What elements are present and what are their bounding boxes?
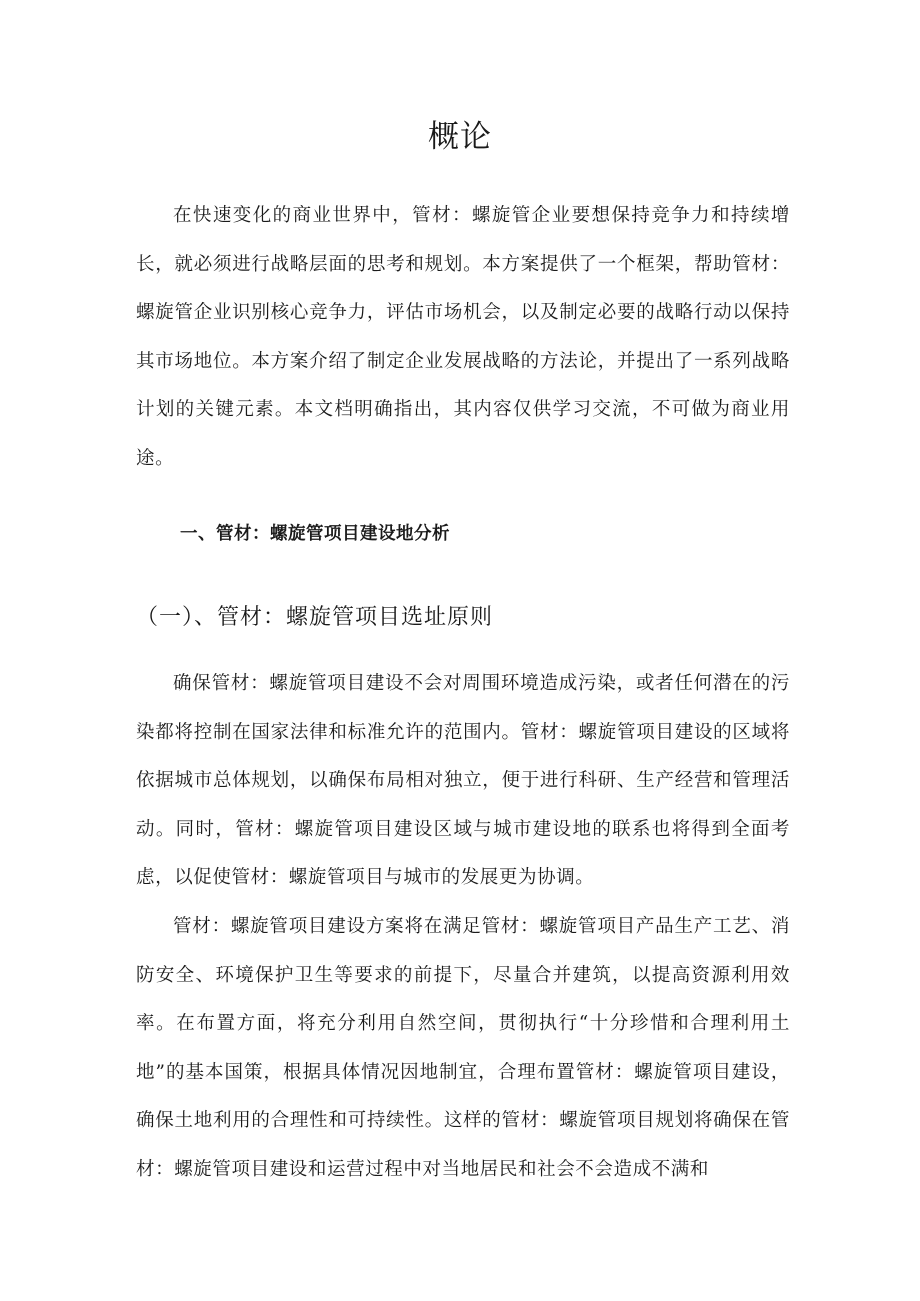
section-heading: 一、管材：螺旋管项目建设地分析 <box>180 524 450 544</box>
body-paragraph-2: 管材：螺旋管项目建设方案将在满足管材：螺旋管项目产品生产工艺、消防安全、环境保护卫生等要求的前提下，尽量合并建筑，以提高资源利用效率。在布置方面，将充分利用自然空间，贯彻执行“十分珍惜和合理利用土地”的基本国策，根据具体情况因地制宜，合理布置管材：螺旋管项目建设，确保土地利用的合理性和可持续性。这样的管材：螺旋管项目规划将确保在管材：螺旋管项目建设和运营过程中对当地居民和社会不会造成不满和 <box>136 916 790 1180</box>
body-paragraph-1: 确保管材：螺旋管项目建设不会对周围环境造成污染，或者任何潜在的污染都将控制在国家法律和标准允许的范围内。管材：螺旋管项目建设的区域将依据城市总体规划，以确保布局相对独立，便于进行科研、生产经营和管理活动。同时，管材：螺旋管项目建设区域与城市建设地的联系也将得到全面考虑，以促使管材：螺旋管项目与城市的发展更为协调。 <box>136 673 790 889</box>
document-title: 概论 <box>428 119 492 155</box>
subsection-heading: （一）、管材：螺旋管项目选址原则 <box>136 605 494 630</box>
intro-paragraph: 在快速变化的商业世界中，管材：螺旋管企业要想保持竞争力和持续增长，就必须进行战略层面的思考和规划。本方案提供了一个框架，帮助管材：螺旋管企业识别核心竞争力，评估市场机会，以及制定必要的战略行动以保持其市场地位。本方案介绍了制定企业发展战略的方法论，并提出了一系列战略计划的关键元素。本文档明确指出，其内容仅供学习交流，不可做为商业用途。 <box>136 205 790 469</box>
